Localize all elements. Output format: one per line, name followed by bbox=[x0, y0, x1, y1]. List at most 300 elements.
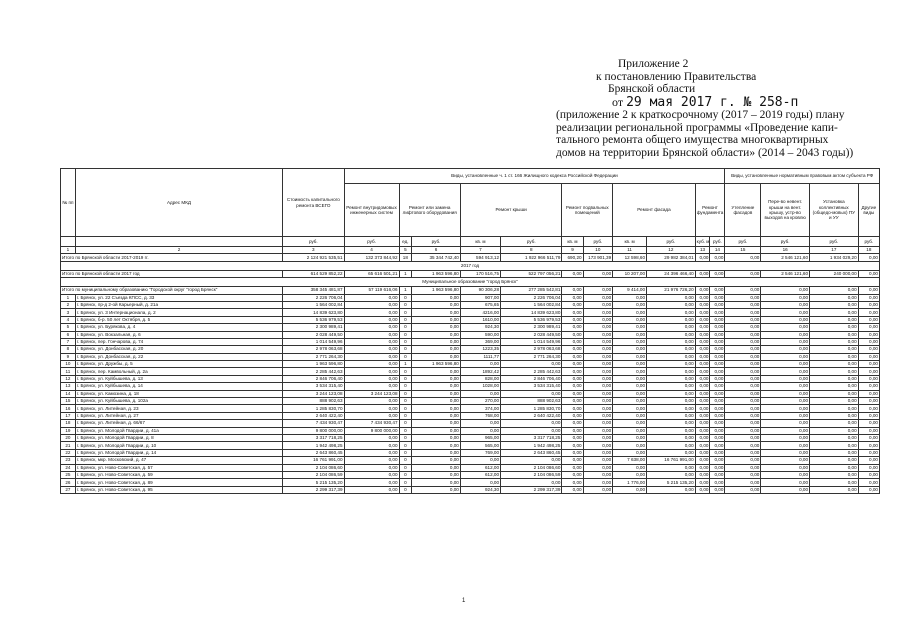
row-value: 2 978 063,68 bbox=[283, 346, 344, 353]
total-row bbox=[61, 254, 880, 261]
col-header-address: Адрес МКД bbox=[75, 169, 282, 237]
row-value: 0,00 bbox=[562, 442, 583, 449]
row-value: 0,00 bbox=[810, 390, 859, 397]
row-address: г. Брянск, ул. Дружбы, д. 5 bbox=[75, 361, 282, 368]
header-date-prefix: от bbox=[612, 94, 624, 109]
row-value: 0,00 bbox=[858, 331, 879, 338]
row-value: 0,00 bbox=[695, 368, 710, 375]
year-total-row-cell: 522 797 056,21 bbox=[501, 270, 562, 277]
row-address: г. Брянск, ул. 3 Интернационала, д. 2 bbox=[75, 309, 282, 316]
row-value: 0,00 bbox=[583, 471, 613, 478]
year-total-row bbox=[61, 270, 880, 277]
table-row bbox=[61, 427, 880, 434]
row-value: 0,00 bbox=[412, 390, 461, 397]
row-value: 0,00 bbox=[583, 398, 613, 405]
row-value: 0,00 bbox=[810, 301, 859, 308]
municipality-total-row-cell: 0,00 bbox=[858, 287, 879, 294]
row-value: 0,00 bbox=[725, 486, 761, 493]
row-value: 0,00 bbox=[583, 361, 613, 368]
row-value: 0,00 bbox=[344, 383, 399, 390]
year-total-row-cell: 0,00 bbox=[562, 270, 583, 277]
row-value: 9 800 000,00 bbox=[283, 427, 344, 434]
row-value: 3 534 315,40 bbox=[501, 383, 562, 390]
row-value: 1 014 549,96 bbox=[283, 338, 344, 345]
row-value: 0,00 bbox=[412, 383, 461, 390]
row-value: 2 643 860,45 bbox=[501, 449, 562, 456]
row-value: 16 761 991,00 bbox=[283, 457, 344, 464]
municipality-total-row-cell: 9 414,00 bbox=[613, 287, 647, 294]
row-value: 0,00 bbox=[412, 442, 461, 449]
row-value: 2 643 860,45 bbox=[283, 449, 344, 456]
row-value: 0,00 bbox=[710, 361, 725, 368]
row-value: 0,00 bbox=[761, 442, 810, 449]
row-value: 0,00 bbox=[412, 464, 461, 471]
row-value: 0 bbox=[399, 353, 412, 360]
row-value: 0,00 bbox=[647, 331, 696, 338]
col-header-roof: Ремонт крыши bbox=[460, 184, 562, 237]
row-value: 924,30 bbox=[460, 324, 500, 331]
row-value: 0,00 bbox=[562, 464, 583, 471]
row-value: 0,00 bbox=[613, 442, 647, 449]
row-address: г. Брянск, ул. Камозина, д. 18 bbox=[75, 390, 282, 397]
unit-cell: руб. bbox=[412, 237, 461, 247]
column-number-cell: 13 bbox=[695, 247, 710, 254]
row-value: 0,00 bbox=[710, 464, 725, 471]
row-value: 0,00 bbox=[710, 420, 725, 427]
row-value: 0 bbox=[399, 309, 412, 316]
table-row bbox=[61, 316, 880, 323]
row-value: 0,00 bbox=[583, 420, 613, 427]
row-value: 0,00 bbox=[344, 457, 399, 464]
row-value: 0,00 bbox=[858, 449, 879, 456]
row-value: 0 bbox=[399, 464, 412, 471]
row-value: 0,00 bbox=[647, 338, 696, 345]
row-value: 0,00 bbox=[695, 405, 710, 412]
row-value: 0,00 bbox=[858, 309, 879, 316]
row-value: 2 300 989,41 bbox=[283, 324, 344, 331]
row-value: 0,00 bbox=[725, 346, 761, 353]
row-value: 0 bbox=[399, 412, 412, 419]
row-value: 0,00 bbox=[810, 398, 859, 405]
row-value: 0,00 bbox=[613, 361, 647, 368]
row-value: 2 771 264,30 bbox=[501, 353, 562, 360]
row-value: 0,00 bbox=[725, 390, 761, 397]
table-row bbox=[61, 353, 880, 360]
table-row bbox=[61, 464, 880, 471]
row-value: 0,00 bbox=[695, 324, 710, 331]
row-value: 0,00 bbox=[761, 375, 810, 382]
row-value: 0 bbox=[399, 301, 412, 308]
row-value: 1 564 002,84 bbox=[283, 301, 344, 308]
row-value: 0,00 bbox=[344, 338, 399, 345]
row-value: 0,00 bbox=[613, 309, 647, 316]
row-value: 0,00 bbox=[858, 412, 879, 419]
column-number-cell: 9 bbox=[562, 247, 583, 254]
total-row-cell: 18 bbox=[399, 254, 412, 261]
header-line-8: домов на территории Брянской области» (2014 – 2043 годы)) bbox=[556, 146, 854, 159]
row-value: 0,00 bbox=[647, 412, 696, 419]
row-value: 828,00 bbox=[460, 375, 500, 382]
row-value: 0,00 bbox=[761, 316, 810, 323]
row-value: 2 028 449,50 bbox=[283, 331, 344, 338]
row-value: 0,00 bbox=[647, 434, 696, 441]
row-value: 0,00 bbox=[412, 398, 461, 405]
row-value: 0,00 bbox=[583, 449, 613, 456]
table-row bbox=[61, 442, 880, 449]
total-row-cell: 12 598,60 bbox=[613, 254, 647, 261]
row-value: 0,00 bbox=[647, 471, 696, 478]
row-value: 0,00 bbox=[710, 449, 725, 456]
row-value: 0,00 bbox=[344, 464, 399, 471]
row-value: 0,00 bbox=[583, 427, 613, 434]
row-address: г. Брянск, ул. Донбасская, д. 22 bbox=[75, 353, 282, 360]
row-value: 2 299 317,39 bbox=[501, 486, 562, 493]
row-value: 0,00 bbox=[460, 479, 500, 486]
group-header-federal: Виды, установленные ч. 1 ст. 166 Жилищного кодекса Российской Федерации bbox=[344, 169, 725, 184]
row-value: 0,00 bbox=[647, 390, 696, 397]
row-value: 768,00 bbox=[460, 412, 500, 419]
row-value: 0,00 bbox=[647, 309, 696, 316]
row-number: 10 bbox=[61, 361, 76, 368]
row-value: 0,00 bbox=[695, 471, 710, 478]
row-value: 0,00 bbox=[647, 383, 696, 390]
row-address: г. Брянск, мкр. Московский, д. 47 bbox=[75, 457, 282, 464]
row-value: 0,00 bbox=[695, 353, 710, 360]
row-value: 0,00 bbox=[412, 368, 461, 375]
row-address: г. Брянск, ул. Куйбышева, д. 13 bbox=[75, 375, 282, 382]
row-address: г. Брянск, ул. 22 Съезда КПСС, д. 33 bbox=[75, 294, 282, 301]
row-address: г. Брянск, пер. Камвольный, д. 2а bbox=[75, 368, 282, 375]
row-value: 0,00 bbox=[613, 301, 647, 308]
row-value: 0,00 bbox=[613, 464, 647, 471]
row-value: 0,00 bbox=[725, 368, 761, 375]
row-value: 0,00 bbox=[810, 346, 859, 353]
row-value: 0,00 bbox=[647, 375, 696, 382]
row-value: 0,00 bbox=[695, 420, 710, 427]
year-total-row-cell: 0,00 bbox=[858, 270, 879, 277]
row-value: 0,00 bbox=[562, 479, 583, 486]
row-value: 0,00 bbox=[583, 434, 613, 441]
col-header-num: № пп bbox=[61, 169, 76, 237]
col-header-pitched-roof: Пере-во невент. крыши на вент. крышу, устр-во выходов на кровлю bbox=[761, 184, 810, 237]
row-value: 0,00 bbox=[647, 353, 696, 360]
row-number: 5 bbox=[61, 324, 76, 331]
row-value: 0,00 bbox=[695, 361, 710, 368]
row-value: 0,00 bbox=[583, 294, 613, 301]
row-value: 0,00 bbox=[810, 353, 859, 360]
row-value: 0,00 bbox=[710, 368, 725, 375]
table-row bbox=[61, 405, 880, 412]
row-value: 0,00 bbox=[583, 346, 613, 353]
row-value: 0,00 bbox=[613, 346, 647, 353]
row-value: 0,00 bbox=[583, 479, 613, 486]
row-value: 16 761 991,00 bbox=[647, 457, 696, 464]
row-number: 7 bbox=[61, 338, 76, 345]
total-row-cell: 1 934 029,20 bbox=[810, 254, 859, 261]
table-row bbox=[61, 294, 880, 301]
municipality-total-row-cell: 0,00 bbox=[562, 287, 583, 294]
municipality-total-row-cell: 0,00 bbox=[810, 287, 859, 294]
table-row bbox=[61, 398, 880, 405]
row-value: 0,00 bbox=[858, 294, 879, 301]
row-value: 0,00 bbox=[810, 486, 859, 493]
row-value: 0,00 bbox=[710, 390, 725, 397]
row-value: 0,00 bbox=[761, 353, 810, 360]
row-value: 0,00 bbox=[695, 390, 710, 397]
unit-cell: руб. bbox=[283, 237, 344, 247]
year-total-row-cell: 0,00 bbox=[583, 270, 613, 277]
municipality-section bbox=[61, 278, 880, 287]
row-value: 0,00 bbox=[460, 390, 500, 397]
row-value: 7 434 930,47 bbox=[344, 420, 399, 427]
municipality-total-row-cell: 90 306,28 bbox=[460, 287, 500, 294]
row-value: 0 bbox=[399, 449, 412, 456]
row-value: 0,00 bbox=[460, 427, 500, 434]
row-value: 0,00 bbox=[810, 434, 859, 441]
row-value: 0,00 bbox=[501, 427, 562, 434]
row-value: 0 bbox=[399, 338, 412, 345]
row-value: 0,00 bbox=[761, 449, 810, 456]
row-value: 7 434 930,47 bbox=[283, 420, 344, 427]
row-value: 0,00 bbox=[761, 361, 810, 368]
row-value: 0,00 bbox=[810, 361, 859, 368]
row-address: г. Брянск, ул. Молодой Гвардии, д. 41а bbox=[75, 427, 282, 434]
row-value: 0,00 bbox=[695, 486, 710, 493]
row-value: 0,00 bbox=[695, 301, 710, 308]
row-value: 1 942 498,25 bbox=[501, 442, 562, 449]
row-value: 0,00 bbox=[344, 294, 399, 301]
municipality-total-row-cell: 0,00 bbox=[695, 287, 710, 294]
row-value: 0,00 bbox=[695, 316, 710, 323]
col-header-other: Другие виды bbox=[858, 184, 879, 237]
row-value: 0,00 bbox=[647, 464, 696, 471]
row-value: 0,00 bbox=[613, 486, 647, 493]
row-value: 2 300 989,41 bbox=[501, 324, 562, 331]
row-value: 0,00 bbox=[761, 434, 810, 441]
column-number-cell: 7 bbox=[460, 247, 500, 254]
row-value: 0,00 bbox=[761, 398, 810, 405]
row-value: 0,00 bbox=[562, 309, 583, 316]
municipality-total-row-label: Итого по муниципальному образованию "Городской округ "город Брянск" bbox=[61, 287, 283, 294]
row-value: 0,00 bbox=[761, 383, 810, 390]
row-number: 4 bbox=[61, 316, 76, 323]
row-number: 26 bbox=[61, 479, 76, 486]
row-number: 2 bbox=[61, 301, 76, 308]
row-value: 0,00 bbox=[810, 324, 859, 331]
row-value: 888 902,63 bbox=[501, 398, 562, 405]
row-address: г. Брянск, ул. Молодой Гвардии, д. 10 bbox=[75, 442, 282, 449]
row-address: г. Брянск, ул. Ново-Советская, д. 95 bbox=[75, 486, 282, 493]
row-value: 0,00 bbox=[810, 479, 859, 486]
row-value: 2 104 086,60 bbox=[283, 464, 344, 471]
row-address: г. Брянск, ул. Литейная, д. 66/67 bbox=[75, 420, 282, 427]
row-value: 0,00 bbox=[710, 316, 725, 323]
row-value: 0,00 bbox=[810, 331, 859, 338]
row-value: 0,00 bbox=[583, 464, 613, 471]
row-value: 2 028 449,50 bbox=[501, 331, 562, 338]
row-value: 0,00 bbox=[725, 331, 761, 338]
col-header-foundation: Ремонт фундамента bbox=[695, 184, 725, 237]
row-value: 0,00 bbox=[562, 383, 583, 390]
row-value: 14 839 623,80 bbox=[501, 309, 562, 316]
row-value: 0,00 bbox=[647, 449, 696, 456]
row-value: 1 963 596,80 bbox=[412, 361, 461, 368]
year-section-label: 2017 год bbox=[61, 261, 880, 270]
total-row-cell: 173 901,39 bbox=[583, 254, 613, 261]
row-value: 0,00 bbox=[412, 427, 461, 434]
row-value: 0,00 bbox=[695, 338, 710, 345]
row-value: 0,00 bbox=[710, 331, 725, 338]
column-number-cell: 2 bbox=[75, 247, 282, 254]
row-value: 0,00 bbox=[647, 346, 696, 353]
row-value: 0 bbox=[399, 457, 412, 464]
column-number-cell: 8 bbox=[501, 247, 562, 254]
row-value: 5 536 979,53 bbox=[501, 316, 562, 323]
header-line-6: реализации региональной программы «Проведение капи- bbox=[556, 121, 838, 134]
row-address: г. Брянск, ул. Куйбышева, д. 102а bbox=[75, 398, 282, 405]
row-value: 0,00 bbox=[761, 471, 810, 478]
row-value: 0,00 bbox=[810, 427, 859, 434]
row-value: 0,00 bbox=[695, 375, 710, 382]
year-section bbox=[61, 261, 880, 270]
row-value: 5 215 135,20 bbox=[647, 479, 696, 486]
year-total-row-cell: 240 000,00 bbox=[810, 270, 859, 277]
unit-cell: руб. bbox=[710, 237, 725, 247]
row-value: 0,00 bbox=[344, 479, 399, 486]
row-value: 0,00 bbox=[412, 375, 461, 382]
row-value: 0,00 bbox=[710, 338, 725, 345]
row-value: 0 bbox=[399, 294, 412, 301]
row-value: 0,00 bbox=[412, 346, 461, 353]
row-value: 0,00 bbox=[810, 309, 859, 316]
row-value: 0 bbox=[399, 346, 412, 353]
row-value: 0,00 bbox=[647, 405, 696, 412]
row-value: 0,00 bbox=[858, 316, 879, 323]
row-value: 0,00 bbox=[647, 368, 696, 375]
row-value: 565,00 bbox=[460, 442, 500, 449]
row-value: 0,00 bbox=[725, 442, 761, 449]
header-line-2: к постановлению Правительства bbox=[596, 70, 757, 83]
row-number: 3 bbox=[61, 309, 76, 316]
row-number: 9 bbox=[61, 353, 76, 360]
row-value: 0,00 bbox=[858, 361, 879, 368]
header-line-3: Брянской области bbox=[608, 83, 696, 95]
row-value: 0,00 bbox=[412, 412, 461, 419]
row-value: 0,00 bbox=[695, 449, 710, 456]
unit-cell: кв. м bbox=[613, 237, 647, 247]
row-value: 0 bbox=[399, 368, 412, 375]
col-header-engsys: Ремонт внутридомовых инженерных систем bbox=[344, 184, 399, 237]
total-row-cell: 35 344 742,40 bbox=[412, 254, 461, 261]
row-number: 15 bbox=[61, 398, 76, 405]
row-value: 0,00 bbox=[761, 324, 810, 331]
row-value: 0,00 bbox=[761, 331, 810, 338]
row-value: 0,00 bbox=[695, 412, 710, 419]
row-value: 0,00 bbox=[647, 316, 696, 323]
row-value: 0,00 bbox=[761, 427, 810, 434]
row-value: 0,00 bbox=[562, 324, 583, 331]
row-value: 0,00 bbox=[501, 457, 562, 464]
row-value: 0,00 bbox=[460, 361, 500, 368]
row-value: 2 846 706,40 bbox=[501, 375, 562, 382]
column-number-cell: 16 bbox=[761, 247, 810, 254]
row-value: 0,00 bbox=[761, 412, 810, 419]
row-number: 22 bbox=[61, 449, 76, 456]
row-value: 0 bbox=[399, 398, 412, 405]
row-value: 0,00 bbox=[858, 479, 879, 486]
table-row bbox=[61, 383, 880, 390]
col-header-facade: Ремонт фасада bbox=[613, 184, 696, 237]
column-number-cell: 5 bbox=[399, 247, 412, 254]
row-number: 18 bbox=[61, 420, 76, 427]
row-value: 0,00 bbox=[725, 479, 761, 486]
row-address: г. Брянск, ул. Ново-Советская, д. 59 bbox=[75, 471, 282, 478]
row-value: 0,00 bbox=[810, 442, 859, 449]
row-value: 0,00 bbox=[810, 412, 859, 419]
row-value: 374,00 bbox=[460, 405, 500, 412]
row-number: 17 bbox=[61, 412, 76, 419]
row-value: 1 285 830,70 bbox=[283, 405, 344, 412]
header-line-4 bbox=[556, 96, 896, 110]
row-number: 23 bbox=[61, 457, 76, 464]
unit-cell: кв. м bbox=[562, 237, 583, 247]
row-value: 0,00 bbox=[562, 390, 583, 397]
column-numbers-row bbox=[61, 247, 880, 254]
row-value: 0,00 bbox=[725, 316, 761, 323]
row-value: 0,00 bbox=[562, 316, 583, 323]
row-value: 0,00 bbox=[761, 338, 810, 345]
row-value: 0,00 bbox=[583, 442, 613, 449]
row-value: 0,00 bbox=[613, 368, 647, 375]
row-value: 0,00 bbox=[725, 398, 761, 405]
row-value: 0,00 bbox=[710, 442, 725, 449]
row-value: 0,00 bbox=[647, 294, 696, 301]
row-value: 369,00 bbox=[460, 338, 500, 345]
row-value: 7 638,00 bbox=[613, 457, 647, 464]
row-number: 13 bbox=[61, 383, 76, 390]
row-value: 2 771 264,30 bbox=[283, 353, 344, 360]
row-value: 0,00 bbox=[695, 427, 710, 434]
row-value: 0,00 bbox=[725, 301, 761, 308]
column-number-cell: 6 bbox=[412, 247, 461, 254]
row-value: 0,00 bbox=[725, 464, 761, 471]
row-value: 0,00 bbox=[412, 434, 461, 441]
row-value: 3 534 315,40 bbox=[283, 383, 344, 390]
row-value: 0,00 bbox=[761, 309, 810, 316]
row-value: 0,00 bbox=[725, 457, 761, 464]
row-value: 0,00 bbox=[710, 294, 725, 301]
table-row bbox=[61, 368, 880, 375]
row-value: 2 104 086,59 bbox=[283, 471, 344, 478]
row-number: 27 bbox=[61, 486, 76, 493]
row-value: 0,00 bbox=[695, 442, 710, 449]
row-value: 1 014 549,96 bbox=[501, 338, 562, 345]
row-value: 1223,35 bbox=[460, 346, 500, 353]
row-value: 0,00 bbox=[583, 383, 613, 390]
row-value: 0,00 bbox=[501, 361, 562, 368]
row-value: 0,00 bbox=[412, 294, 461, 301]
row-value: 612,00 bbox=[460, 464, 500, 471]
row-value: 0,00 bbox=[583, 486, 613, 493]
year-total-row-cell: 65 616 501,21 bbox=[344, 270, 399, 277]
row-value: 0,00 bbox=[761, 346, 810, 353]
total-row-cell: 0,00 bbox=[695, 254, 710, 261]
row-value: 924,30 bbox=[460, 486, 500, 493]
row-number: 20 bbox=[61, 434, 76, 441]
row-value: 769,00 bbox=[460, 449, 500, 456]
row-value: 2 640 422,40 bbox=[501, 412, 562, 419]
municipality-total-row-cell: 1 bbox=[399, 287, 412, 294]
